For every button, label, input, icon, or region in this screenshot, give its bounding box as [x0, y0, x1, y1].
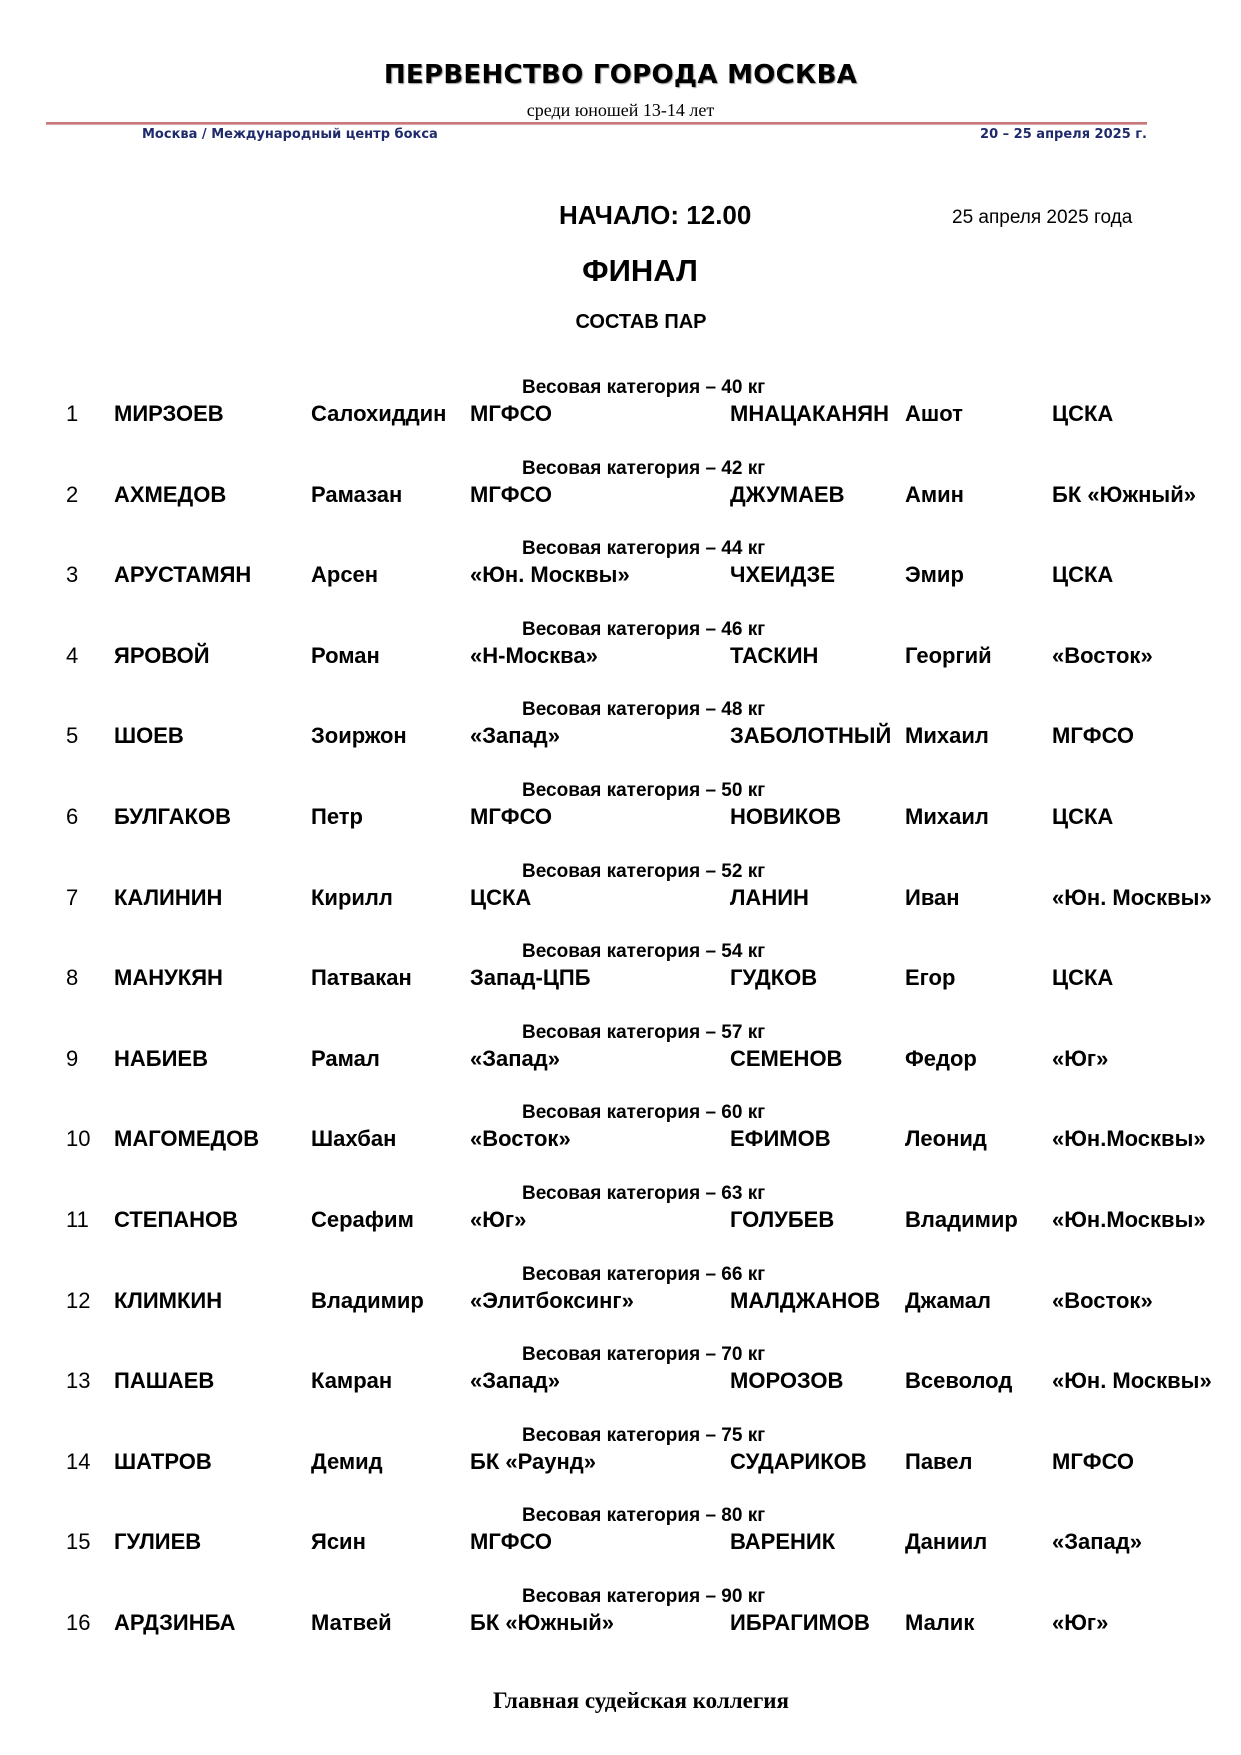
red-first-name: Кирилл: [311, 884, 393, 910]
red-surname: БУЛГАКОВ: [114, 804, 231, 829]
bout-row: [0, 1022, 1241, 1102]
bout-row: [0, 377, 1241, 457]
red-first-name: Ясин: [311, 1529, 366, 1555]
blue-club: БК «Южный»: [1052, 481, 1196, 507]
blue-club: «Юг»: [1052, 1610, 1109, 1635]
red-club: «Запад»: [470, 723, 560, 749]
blue-club: «Юн. Москвы»: [1052, 884, 1212, 910]
bout-number: 14: [66, 1448, 91, 1474]
blue-first-name: Георгий: [905, 642, 992, 668]
red-surname: МАНУКЯН: [114, 965, 223, 991]
blue-first-name: Джамал: [905, 1287, 991, 1313]
document-title: ПЕРВЕНСТВО ГОРОДА МОСКВА: [383, 60, 858, 90]
bout-number: 1: [66, 401, 79, 426]
weight-category: Весовая категория – 52 кг: [522, 860, 766, 882]
bout-row: [0, 699, 1241, 779]
blue-first-name: Егор: [905, 965, 956, 991]
red-first-name: Салохиддин: [311, 401, 447, 426]
red-surname: АРДЗИНБА: [114, 1610, 236, 1635]
blue-surname: СУДАРИКОВ: [730, 1448, 867, 1474]
red-first-name: Камран: [311, 1368, 393, 1394]
red-club: Запад-ЦПБ: [470, 965, 591, 991]
blue-first-name: Амин: [905, 481, 964, 507]
weight-category: Весовая категория – 66 кг: [522, 1263, 766, 1285]
blue-club: МГФСО: [1052, 1448, 1135, 1474]
bout-date: 25 апреля 2025 года: [952, 207, 1133, 228]
blue-club: «Юн. Москвы»: [1052, 1368, 1212, 1394]
red-club: ЦСКА: [470, 884, 532, 910]
red-first-name: Серафим: [311, 1207, 414, 1232]
weight-category: Весовая категория – 40 кг: [522, 377, 766, 398]
red-surname: ШАТРОВ: [114, 1448, 212, 1474]
blue-club: «Юн.Москвы»: [1052, 1207, 1206, 1232]
blue-surname: ТАСКИН: [730, 642, 819, 668]
weight-category: Весовая категория – 44 кг: [522, 538, 766, 560]
red-surname: АРУСТАМЯН: [114, 562, 252, 588]
bout-row: [0, 1586, 1241, 1666]
red-surname: МАГОМЕДОВ: [114, 1126, 260, 1152]
bout-number: 16: [66, 1610, 91, 1635]
red-club: «Элитбоксинг»: [470, 1287, 634, 1313]
bout-number: 2: [66, 481, 79, 507]
bout-row: [0, 1264, 1241, 1344]
weight-category: Весовая категория – 50 кг: [522, 780, 766, 801]
bout-row: [0, 1102, 1241, 1182]
blue-first-name: Всеволод: [905, 1368, 1013, 1394]
weight-category: Весовая категория – 75 кг: [522, 1424, 766, 1446]
red-club: МГФСО: [470, 481, 553, 507]
red-club: БК «Раунд»: [470, 1448, 596, 1474]
bout-number: 15: [66, 1529, 91, 1555]
red-surname: ПАШАЕВ: [114, 1368, 215, 1394]
bout-number: 8: [66, 965, 79, 991]
blue-surname: ЧХЕИДЗЕ: [730, 562, 836, 588]
blue-first-name: Федор: [905, 1045, 977, 1071]
red-first-name: Патвакан: [311, 965, 412, 991]
blue-first-name: Эмир: [905, 562, 964, 588]
red-club: МГФСО: [470, 804, 553, 829]
blue-surname: ВАРЕНИК: [730, 1529, 836, 1555]
blue-first-name: Даниил: [905, 1529, 988, 1555]
blue-club: «Восток»: [1052, 1287, 1153, 1313]
weight-category: Весовая категория – 70 кг: [522, 1344, 766, 1366]
bout-number: 6: [66, 804, 79, 829]
blue-first-name: Михаил: [905, 804, 989, 829]
weight-category: Весовая категория – 63 кг: [522, 1183, 766, 1204]
blue-first-name: Ашот: [905, 401, 963, 426]
bout-number: 10: [66, 1126, 91, 1152]
blue-surname: ДЖУМАЕВ: [730, 481, 845, 507]
red-club: «Юг»: [470, 1207, 527, 1232]
blue-first-name: Иван: [905, 884, 960, 910]
blue-club: «Запад»: [1052, 1529, 1142, 1555]
bout-number: 7: [66, 884, 79, 910]
red-surname: КЛИМКИН: [114, 1287, 223, 1313]
bout-row: [0, 619, 1241, 699]
red-surname: НАБИЕВ: [114, 1045, 208, 1071]
red-first-name: Арсен: [311, 562, 379, 588]
weight-category: Весовая категория – 54 кг: [522, 941, 766, 963]
blue-surname: НОВИКОВ: [730, 804, 842, 829]
bout-row: [0, 941, 1241, 1021]
red-surname: ГУЛИЕВ: [114, 1529, 202, 1555]
blue-club: «Юг»: [1052, 1045, 1109, 1071]
red-club: «Запад»: [470, 1045, 560, 1071]
blue-club: ЦСКА: [1052, 804, 1114, 829]
blue-surname: МНАЦАКАНЯН: [730, 401, 889, 426]
document-subtitle: среди юношей 13-14 лет: [526, 100, 715, 120]
blue-club: ЦСКА: [1052, 401, 1114, 426]
blue-surname: ГУДКОВ: [730, 965, 818, 991]
red-surname: КАЛИНИН: [114, 884, 223, 910]
red-club: «Юн. Москвы»: [470, 562, 630, 588]
weight-category: Весовая категория – 42 кг: [522, 457, 766, 479]
red-first-name: Матвей: [311, 1610, 392, 1635]
blue-surname: МОРОЗОВ: [730, 1368, 844, 1394]
red-first-name: Владимир: [311, 1287, 424, 1313]
bout-number: 13: [66, 1368, 91, 1394]
blue-surname: МАЛДЖАНОВ: [730, 1287, 881, 1313]
red-first-name: Демид: [311, 1448, 383, 1474]
bout-number: 5: [66, 723, 79, 749]
event-dates: 20 – 25 апреля 2025 г.: [980, 127, 1147, 142]
blue-first-name: Павел: [905, 1448, 973, 1474]
red-surname: ЯРОВОЙ: [114, 642, 210, 668]
weight-category: Весовая категория – 57 кг: [522, 1021, 766, 1043]
stage-title: ФИНАЛ: [582, 253, 698, 288]
blue-club: «Восток»: [1052, 642, 1153, 668]
red-first-name: Шахбан: [311, 1126, 397, 1152]
pairs-heading: СОСТАВ ПАР: [575, 311, 707, 333]
weight-category: Весовая категория – 60 кг: [522, 1102, 766, 1124]
red-surname: МИРЗОЕВ: [114, 401, 224, 426]
red-first-name: Рамазан: [311, 481, 403, 507]
blue-first-name: Малик: [905, 1610, 975, 1635]
bout-row: [0, 1344, 1241, 1424]
bout-row: [0, 1505, 1241, 1585]
event-location: Москва / Международный центр бокса: [142, 127, 438, 142]
red-surname: ШОЕВ: [114, 723, 184, 749]
blue-surname: ЕФИМОВ: [730, 1126, 831, 1152]
bout-row: [0, 1425, 1241, 1505]
red-club: МГФСО: [470, 1529, 553, 1555]
red-surname: АХМЕДОВ: [114, 481, 227, 507]
red-first-name: Зоиржон: [311, 723, 407, 749]
bout-row: [0, 1183, 1241, 1263]
bout-number: 12: [66, 1287, 91, 1313]
red-club: «Восток»: [470, 1126, 571, 1152]
blue-surname: ИБРАГИМОВ: [730, 1610, 870, 1635]
bout-number: 9: [66, 1045, 79, 1071]
blue-surname: СЕМЕНОВ: [730, 1045, 843, 1071]
blue-club: ЦСКА: [1052, 965, 1114, 991]
blue-first-name: Леонид: [905, 1126, 987, 1152]
red-first-name: Роман: [311, 642, 380, 668]
bout-number: 4: [66, 642, 79, 668]
red-club: МГФСО: [470, 401, 553, 426]
bout-number: 11: [66, 1207, 89, 1232]
red-first-name: Рамал: [311, 1045, 380, 1071]
bout-number: 3: [66, 562, 79, 588]
footer-signature: Главная судейская коллегия: [493, 1688, 789, 1713]
bout-row: [0, 458, 1241, 538]
red-club: «Н-Москва»: [470, 642, 598, 668]
weight-category: Весовая категория – 48 кг: [522, 699, 766, 721]
blue-club: ЦСКА: [1052, 562, 1114, 588]
start-time: НАЧАЛО: 12.00: [559, 200, 752, 230]
blue-club: МГФСО: [1052, 723, 1135, 749]
red-club: БК «Южный»: [470, 1610, 614, 1635]
weight-category: Весовая категория – 46 кг: [522, 618, 766, 640]
bout-row: [0, 538, 1241, 618]
header-divider: [46, 122, 1147, 125]
blue-surname: ЛАНИН: [730, 884, 809, 910]
bout-row: [0, 780, 1241, 860]
blue-first-name: Михаил: [905, 723, 989, 749]
red-club: «Запад»: [470, 1368, 560, 1394]
weight-category: Весовая категория – 90 кг: [522, 1586, 766, 1607]
blue-surname: ЗАБОЛОТНЫЙ: [730, 723, 892, 749]
red-surname: СТЕПАНОВ: [114, 1207, 239, 1232]
blue-club: «Юн.Москвы»: [1052, 1126, 1206, 1152]
red-first-name: Петр: [311, 804, 363, 829]
weight-category: Весовая категория – 80 кг: [522, 1505, 766, 1527]
blue-first-name: Владимир: [905, 1207, 1018, 1232]
blue-surname: ГОЛУБЕВ: [730, 1207, 835, 1232]
bout-row: [0, 861, 1241, 941]
